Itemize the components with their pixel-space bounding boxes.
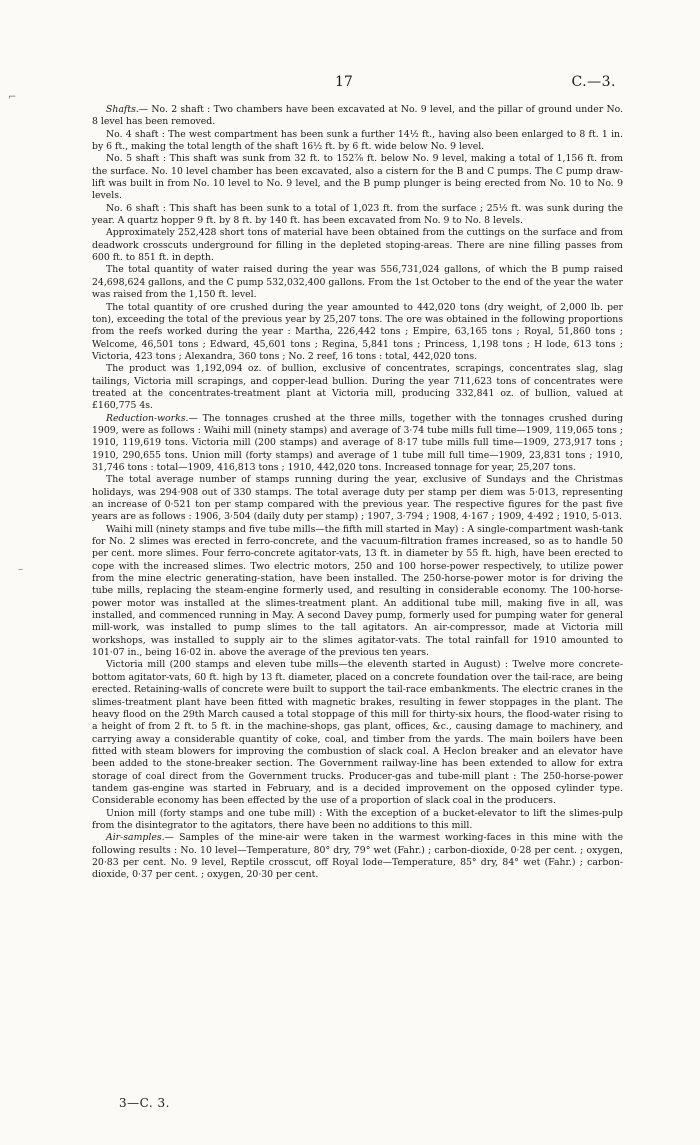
paper-reference: C.—3. — [571, 74, 616, 90]
section-heading-shafts: Shafts.— — [106, 104, 149, 115]
section-heading-reduction-works: Reduction-works.— — [106, 412, 198, 424]
paragraph: Waihi mill (ninety stamps and five tube mills—the fifth mill started in May) : A single-compartment wash-tank for No. 2 slimes was erected in ferro-concrete, and the vacuum-filtration frames increased, so as to handle 50 per cent. more slimes. Four ferro-concrete agitator-vats, 13 ft. in diameter by 55 ft. high, have been erected to cope with the increased slimes. Two electric motors, 250 and 100 horse-power respectively, to utilize power from the mine electric generating-station, have been installed. The 250-horse-power motor is for driving the tube mills, replacing the steam-engine formerly used, and resulting in considerable economy. The 100-horse-power motor was installed at the slimes-treatment plant. An additional tube mill, making five in all, was installed, and commenced running in May. A second Davey pump, formerly used for pumping water for general mill-work, was installed to pump slimes to the tall agitators. An air-compressor, made at Victoria mill workshops, was installed to supply air to the slimes agitator-vats. The total rainfall for 1910 amounted to 101·07 in., being 16·02 in. above the average of the previous ten years. — [92, 523, 624, 659]
paragraph: No. 5 shaft : This shaft was sunk from 32 ft. to 152⅞ ft. below No. 9 level, making a total of 1,156 ft. from the surface. No. 10 level chamber has been excavated, also a cistern for the B and C pumps. The C pump draw-lift was built in from No. 10 level to No. 9 level, and the B pump plunger is being erected from No. 10 to No. 9 levels. — [92, 153, 623, 202]
page-header — [0, 74, 700, 94]
paragraph: Union mill (forty stamps and one tube mill) : With the exception of a bucket-elevator to lift the slimes-pulp from the disintegrator to the agitators, there have been no additions to this mill. — [92, 807, 623, 831]
page-footer-signature: 3—C. 3. — [119, 1096, 170, 1110]
paragraph: The total quantity of ore crushed during the year amounted to 442,020 tons (dry weight, of 2,000 lb. per ton), exceeding the total of the previous year by 25,207 tons. The ore was obtained in the following proportions from the reefs worked during the year : Martha, 226,442 tons ; Empire, 63,165 tons ; Royal, 51,860 tons ; Welcome, 46,501 tons ; Edward, 45,601 tons ; Regina, 5,841 tons ; Princess, 1,198 tons ; H lode, 613 tons ; Victoria, 423 tons ; Alexandra, 360 tons ; No. 2 reef, 16 tons : total, 442,020 tons. — [92, 301, 623, 362]
page-number: 17 — [335, 74, 353, 90]
paragraph: Approximately 252,428 short tons of material have been obtained from the cuttings on the surface and from deadwork crosscuts underground for filling in the depleted stoping-areas. There are nine filling passes from 600 ft. to 851 ft. in depth. — [92, 227, 623, 264]
paragraph-shafts-intro: Shafts.— No. 2 shaft : Two chambers have been excavated at No. 9 level, and the pillar of ground under No. 8 level has been removed. — [92, 104, 623, 128]
paragraph: The total average number of stamps running during the year, exclusive of Sundays and the Christmas holidays, was 294·908 out of 330 stamps. The total average duty per stamp per diem was 5·013, representing an increase of 0·521 ton per stamp compared with the previous year. The respective figures for the past five years are as follows : 1906, 3·504 (daily duty per stamp) ; 1907, 3·794 ; 1908, 4·167 ; 1909, 4·492 ; 1910, 5·013. — [92, 474, 623, 523]
paragraph: Victoria mill (200 stamps and eleven tube mills—the eleventh started in August) : Twelve more concrete-bottom agitator-vats, 60 ft. high by 13 ft. diameter, placed on a concrete foundation over the tail-race, are being erected. Retaining-walls of concrete were built to support the tail-race embankments. The electric cranes in the slimes-treatment plant have been fitted with magnetic brakes, resulting in fewer stoppages in the plant. The heavy flood on the 29th March caused a total stoppage of this mill for thirty-six hours, the flood-water rising to a height of from 2 ft. to 5 ft. in the machine-shops, gas plant, offices, &c., causing damage to machinery, and carrying away a considerable quantity of coke, coal, and timber from the yards. The main boilers have been fitted with steam blowers for improving the combustion of slack coal. A Heclon breaker and an elevator have been added to the stone-breaker section. The Government railway-line has been extended to allow for extra storage of coal direct from the Government trucks. Producer-gas and tube-mill plant : The 250-horse-power tandem gas-engine was started in February, and is a decided improvement on the opposed cylinder type. Considerable economy has been effected by the use of a proportion of slack coal in the producers. — [92, 659, 623, 807]
paragraph-reduction-works: Reduction-works.— The tonnages crushed at the three mills, together with the tonnages crushed during 1909, were as follows : Waihi mill (ninety stamps) and average of 3·74 tube mills full time—1909, 119,065 tons ; 1910, 119,619 tons. Victoria mill (200 stamps) and average of 8·17 tube mills full time—1909, 273,917 tons ; 1910, 290,655 tons. Union mill (forty stamps) and average of 1 tube mill full time—1909, 23,831 tons ; 1910, 31,746 tons : total—1909, 416,813 tons ; 1910, 442,020 tons. Increased tonnage for year, 25,207 tons. — [92, 412, 623, 473]
paragraph: The total quantity of water raised during the year was 556,731,024 gallons, of which the B pump raised 24,698,624 gallons, and the C pump 532,032,400 gallons. From the 1st October to the end of the year the water was raised from the 1,150 ft. level. — [92, 264, 623, 301]
paragraph: No. 4 shaft : The west compartment has been sunk a further 14½ ft., having also been enlarged to 8 ft. 1 in. by 6 ft., making the total length of the shaft 16½ ft. by 6 ft. wide below No. 9 level. — [92, 128, 623, 153]
paragraph: No. 6 shaft : This shaft has been sunk to a total of 1,023 ft. from the surface ; 25½ ft. was sunk during the year. A quartz hopper 9 ft. by 8 ft. by 140 ft. has been excavated from No. 9 to No. 8 levels. — [92, 202, 623, 227]
paragraph: The product was 1,192,094 oz. of bullion, exclusive of concentrates, scrapings, concentrates slag, slag tailings, Victoria mill scrapings, and copper-lead bullion. During the year 711,623 tons of concentrates were treated at the concentrates-treatment plant at Victoria mill, producing 332,841 oz. of bullion, valued at £160,775 4s. — [92, 363, 623, 412]
paragraph-air-samples: Air-samples.— Samples of the mine-air were taken in the warmest working-faces in this mine with the following results : No. 10 level—Temperature, 80° dry, 79° wet (Fahr.) ; carbon-dioxide, 0·28 per cent. ; oxygen, 20·83 per cent. No. 9 level, Reptile crosscut, off Royal lode—Temperature, 85° dry, 84° wet (Fahr.) ; carbon-dioxide, 0·37 per cent. ; oxygen, 20·30 per cent. — [92, 832, 623, 881]
body-text — [92, 104, 623, 882]
margin-tick-mark: ⌐ — [8, 92, 17, 103]
margin-dash-mark: – — [18, 564, 23, 575]
section-heading-air-samples: Air-samples.— — [106, 832, 174, 844]
